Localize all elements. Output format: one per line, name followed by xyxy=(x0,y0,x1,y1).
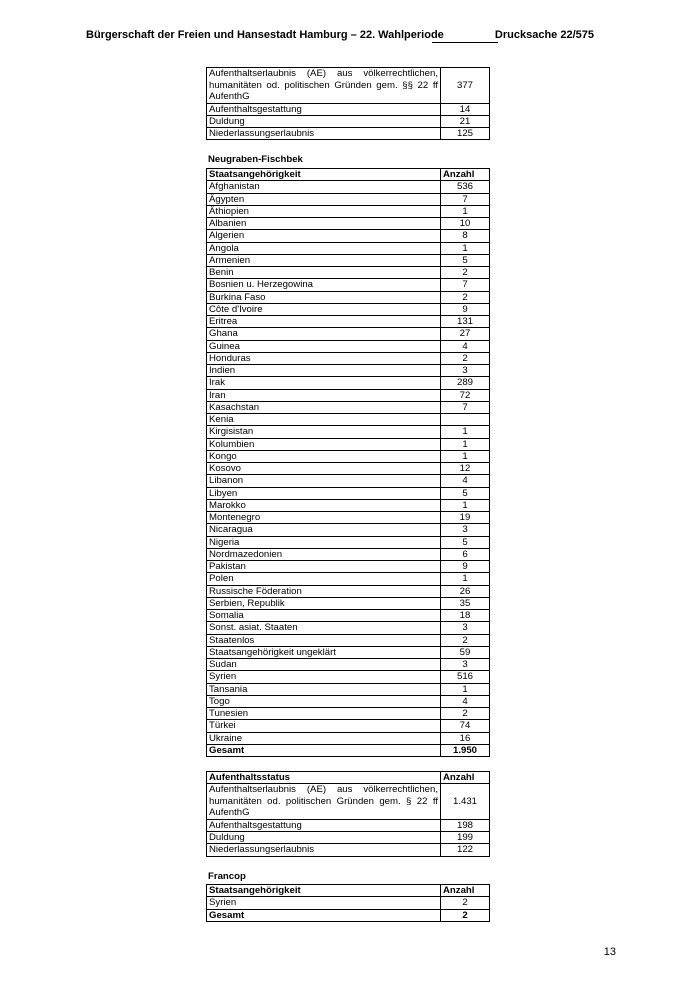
row-count: 18 xyxy=(441,610,490,622)
row-count: 2 xyxy=(441,897,490,909)
column-header-nationality: Staatsangehörigkeit xyxy=(207,885,441,897)
row-count: 2 xyxy=(441,291,490,303)
top-status-table-body xyxy=(207,68,490,140)
total-value: 1.950 xyxy=(441,744,490,756)
row-count: 5 xyxy=(441,536,490,548)
table-row xyxy=(207,316,490,328)
row-count: 12 xyxy=(441,463,490,475)
table-row xyxy=(207,68,490,104)
table-row xyxy=(207,573,490,585)
row-label: Ukraine xyxy=(207,732,441,744)
column-header-count: Anzahl xyxy=(441,772,490,784)
row-count: 72 xyxy=(441,389,490,401)
table-row xyxy=(207,585,490,597)
row-count: 3 xyxy=(441,365,490,377)
table-row xyxy=(207,897,490,909)
table-row xyxy=(207,634,490,646)
table-row xyxy=(207,426,490,438)
row-count: 199 xyxy=(441,832,490,844)
table-row xyxy=(207,548,490,560)
table-row xyxy=(207,115,490,127)
row-label: Ägypten xyxy=(207,193,441,205)
row-label: Nigeria xyxy=(207,536,441,548)
row-label: Russische Föderation xyxy=(207,585,441,597)
table-row xyxy=(207,561,490,573)
column-header-status: Aufenthaltsstatus xyxy=(207,772,441,784)
row-count: 10 xyxy=(441,218,490,230)
row-label: Niederlassungserlaubnis xyxy=(207,844,441,856)
row-label: Somalia xyxy=(207,610,441,622)
parliament-title: Bürgerschaft der Freien und Hansestadt Hamburg – 22. Wahlperiode xyxy=(86,29,444,41)
page-number: 13 xyxy=(603,946,616,958)
table-row xyxy=(207,205,490,217)
row-count: 74 xyxy=(441,720,490,732)
row-count: 1 xyxy=(441,499,490,511)
table-row xyxy=(207,291,490,303)
table-row xyxy=(207,377,490,389)
top-status-block xyxy=(206,67,489,140)
table-row xyxy=(207,438,490,450)
row-count: 2 xyxy=(441,352,490,364)
row-label: Aufenthaltsgestattung xyxy=(207,103,441,115)
row-label: Kosovo xyxy=(207,463,441,475)
table-row xyxy=(207,610,490,622)
row-label: Nordmazedonien xyxy=(207,548,441,560)
table-row xyxy=(207,230,490,242)
row-count: 5 xyxy=(441,254,490,266)
row-count: 7 xyxy=(441,193,490,205)
row-label: Kasachstan xyxy=(207,401,441,413)
table-row xyxy=(207,463,490,475)
status-table-body xyxy=(207,784,490,856)
row-count: 1 xyxy=(441,242,490,254)
table-row xyxy=(207,254,490,266)
row-label: Kirgisistan xyxy=(207,426,441,438)
table-row xyxy=(207,819,490,831)
row-label: Tansania xyxy=(207,683,441,695)
total-row xyxy=(207,744,490,756)
row-label: Honduras xyxy=(207,352,441,364)
row-label: Aufenthaltsgestattung xyxy=(207,819,441,831)
row-label: Marokko xyxy=(207,499,441,511)
row-count: 1 xyxy=(441,205,490,217)
row-count: 27 xyxy=(441,328,490,340)
row-count: 26 xyxy=(441,585,490,597)
total-value: 2 xyxy=(441,909,490,921)
row-label: Syrien xyxy=(207,897,441,909)
table-row xyxy=(207,499,490,511)
row-count: 35 xyxy=(441,597,490,609)
row-count: 9 xyxy=(441,303,490,315)
table-row xyxy=(207,597,490,609)
row-count: 125 xyxy=(441,128,490,140)
table-row xyxy=(207,340,490,352)
row-count: 2 xyxy=(441,708,490,720)
row-label: Duldung xyxy=(207,832,441,844)
document-number: Drucksache 22/575 xyxy=(494,29,594,41)
row-count: 7 xyxy=(441,279,490,291)
row-count: 516 xyxy=(441,671,490,683)
row-count: 131 xyxy=(441,316,490,328)
row-label: Serbien, Republik xyxy=(207,597,441,609)
row-label: Syrien xyxy=(207,671,441,683)
row-count: 4 xyxy=(441,475,490,487)
row-label: Kongo xyxy=(207,450,441,462)
table-row xyxy=(207,784,490,820)
table-row xyxy=(207,389,490,401)
section-title-francop: Francop xyxy=(208,871,246,882)
table-row xyxy=(207,103,490,115)
top-status-table xyxy=(206,67,490,140)
row-label: Eritrea xyxy=(207,316,441,328)
table-row xyxy=(207,242,490,254)
row-count: 5 xyxy=(441,487,490,499)
total-row xyxy=(207,909,490,921)
row-count: 9 xyxy=(441,561,490,573)
row-label: Afghanistan xyxy=(207,181,441,193)
table-row xyxy=(207,832,490,844)
row-count: 3 xyxy=(441,659,490,671)
row-count: 8 xyxy=(441,230,490,242)
row-count: 16 xyxy=(441,732,490,744)
table-row xyxy=(207,622,490,634)
table-header-row xyxy=(207,885,490,897)
table-row xyxy=(207,844,490,856)
francop-block xyxy=(206,884,489,922)
table-row xyxy=(207,303,490,315)
row-count: 4 xyxy=(441,695,490,707)
row-count: 3 xyxy=(441,524,490,536)
row-label: Aufenthaltserlaubnis (AE) aus völkerrechtlichen, humanitäten od. politischen Gründen gem. §§ 22 ff AufenthG xyxy=(207,68,441,104)
table-row xyxy=(207,708,490,720)
row-count xyxy=(441,414,490,426)
row-label: Algerien xyxy=(207,230,441,242)
row-label: Kolumbien xyxy=(207,438,441,450)
row-count: 59 xyxy=(441,646,490,658)
row-label: Aufenthaltserlaubnis (AE) aus völkerrechtlichen, humanitäten od. politischen Gründen gem. § 22 ff AufenthG xyxy=(207,784,441,820)
table-row xyxy=(207,414,490,426)
header-rule xyxy=(432,42,498,43)
table-row xyxy=(207,646,490,658)
row-label: Irak xyxy=(207,377,441,389)
row-count: 1 xyxy=(441,683,490,695)
row-count: 3 xyxy=(441,622,490,634)
row-count: 7 xyxy=(441,401,490,413)
row-label: Iran xyxy=(207,389,441,401)
row-count: 2 xyxy=(441,267,490,279)
row-count: 1 xyxy=(441,426,490,438)
row-count: 21 xyxy=(441,115,490,127)
row-label: Côte d'Ivoire xyxy=(207,303,441,315)
row-label: Montenegro xyxy=(207,512,441,524)
row-label: Armenien xyxy=(207,254,441,266)
row-label: Äthiopien xyxy=(207,205,441,217)
row-count: 1 xyxy=(441,438,490,450)
row-count: 2 xyxy=(441,634,490,646)
row-count: 1 xyxy=(441,573,490,585)
row-count: 377 xyxy=(441,68,490,104)
row-count: 19 xyxy=(441,512,490,524)
table-row xyxy=(207,659,490,671)
table-row xyxy=(207,683,490,695)
row-label: Kenia xyxy=(207,414,441,426)
row-label: Sonst. asiat. Staaten xyxy=(207,622,441,634)
table-header-row xyxy=(207,169,490,181)
table-row xyxy=(207,450,490,462)
neugraben-block xyxy=(206,168,489,757)
table-row xyxy=(207,218,490,230)
total-label: Gesamt xyxy=(207,909,441,921)
table-row xyxy=(207,181,490,193)
row-label: Angola xyxy=(207,242,441,254)
row-count: 1.431 xyxy=(441,784,490,820)
row-count: 198 xyxy=(441,819,490,831)
row-label: Niederlassungserlaubnis xyxy=(207,128,441,140)
row-label: Indien xyxy=(207,365,441,377)
status-table xyxy=(206,771,490,857)
row-label: Guinea xyxy=(207,340,441,352)
table-row xyxy=(207,352,490,364)
row-label: Tunesien xyxy=(207,708,441,720)
row-label: Sudan xyxy=(207,659,441,671)
francop-table-body xyxy=(207,897,490,909)
row-label: Libanon xyxy=(207,475,441,487)
row-count: 4 xyxy=(441,340,490,352)
row-count: 122 xyxy=(441,844,490,856)
row-label: Polen xyxy=(207,573,441,585)
row-label: Togo xyxy=(207,695,441,707)
table-row xyxy=(207,671,490,683)
row-label: Bosnien u. Herzegowina xyxy=(207,279,441,291)
table-row xyxy=(207,128,490,140)
row-label: Pakistan xyxy=(207,561,441,573)
column-header-count: Anzahl xyxy=(441,169,490,181)
table-header-row xyxy=(207,772,490,784)
row-label: Albanien xyxy=(207,218,441,230)
row-label: Staatsangehörigkeit ungeklärt xyxy=(207,646,441,658)
section-title-neugraben: Neugraben-Fischbek xyxy=(208,154,303,165)
row-label: Duldung xyxy=(207,115,441,127)
table-row xyxy=(207,267,490,279)
row-label: Nicaragua xyxy=(207,524,441,536)
row-count: 6 xyxy=(441,548,490,560)
row-count: 289 xyxy=(441,377,490,389)
table-row xyxy=(207,401,490,413)
column-header-count: Anzahl xyxy=(441,885,490,897)
francop-nationality-table xyxy=(206,884,490,922)
table-row xyxy=(207,487,490,499)
table-row xyxy=(207,365,490,377)
row-label: Burkina Faso xyxy=(207,291,441,303)
table-row xyxy=(207,193,490,205)
page-header xyxy=(86,29,594,45)
row-count: 1 xyxy=(441,450,490,462)
table-row xyxy=(207,695,490,707)
table-row xyxy=(207,524,490,536)
row-label: Benin xyxy=(207,267,441,279)
table-row xyxy=(207,512,490,524)
row-label: Türkei xyxy=(207,720,441,732)
row-label: Ghana xyxy=(207,328,441,340)
table-row xyxy=(207,475,490,487)
table-row xyxy=(207,279,490,291)
table-row xyxy=(207,328,490,340)
table-row xyxy=(207,720,490,732)
neugraben-nationality-table xyxy=(206,168,490,757)
table-row xyxy=(207,536,490,548)
row-label: Libyen xyxy=(207,487,441,499)
status-block xyxy=(206,771,489,857)
table-row xyxy=(207,732,490,744)
row-count: 536 xyxy=(441,181,490,193)
column-header-nationality: Staatsangehörigkeit xyxy=(207,169,441,181)
neugraben-table-body xyxy=(207,181,490,745)
row-label: Staatenlos xyxy=(207,634,441,646)
total-label: Gesamt xyxy=(207,744,441,756)
row-count: 14 xyxy=(441,103,490,115)
